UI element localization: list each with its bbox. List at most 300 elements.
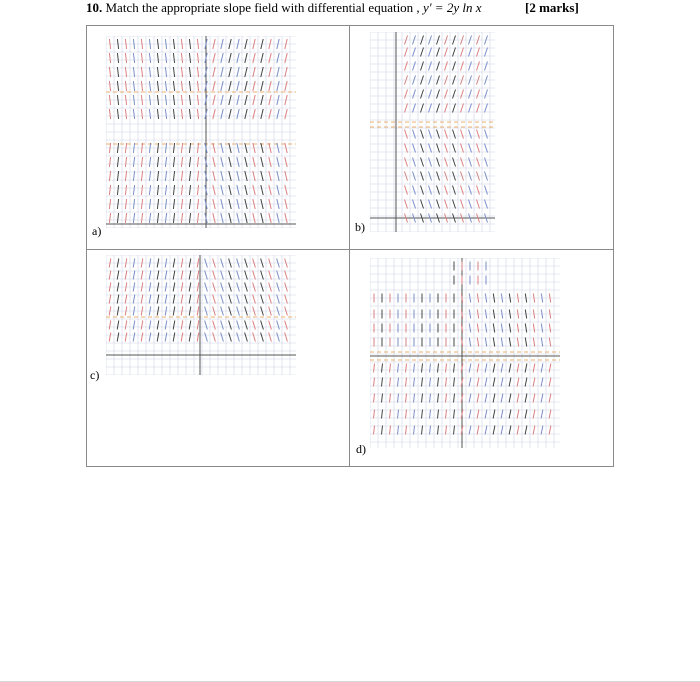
slope-segment xyxy=(157,333,159,342)
slope-segment xyxy=(149,53,150,63)
slope-segment xyxy=(533,410,535,419)
slope-segment xyxy=(430,426,431,435)
slope-segment xyxy=(229,171,231,181)
slope-segment xyxy=(261,295,264,304)
slope-segment xyxy=(189,109,190,119)
slope-segment xyxy=(549,426,551,435)
slope-segment xyxy=(189,199,190,209)
slope-segment xyxy=(237,295,240,304)
slope-segment xyxy=(398,410,399,419)
slope-segment xyxy=(414,410,415,419)
slope-segment xyxy=(245,157,247,167)
slope-segment xyxy=(133,199,134,209)
slope-segment xyxy=(157,199,158,209)
panel-label-d: d) xyxy=(356,442,366,456)
slope-segment xyxy=(493,364,495,373)
slope-segment xyxy=(229,185,231,195)
slope-segment xyxy=(285,157,287,167)
slope-segment xyxy=(453,158,456,167)
slope-segment xyxy=(525,378,527,387)
slope-segment xyxy=(149,321,151,330)
slope-segment xyxy=(414,394,415,403)
slope-segment xyxy=(437,158,440,167)
slope-segment xyxy=(541,378,543,387)
slope-segment xyxy=(485,394,487,403)
slope-segment xyxy=(141,333,143,342)
slope-segment xyxy=(406,364,407,373)
slope-segment xyxy=(181,185,182,195)
slope-segment xyxy=(149,213,150,223)
slope-segment xyxy=(133,109,134,119)
slope-segment xyxy=(405,186,408,195)
slope-segment xyxy=(525,394,527,403)
slope-segment xyxy=(269,109,271,119)
slope-segment xyxy=(405,144,408,153)
slope-segment xyxy=(469,144,472,153)
slope-segment xyxy=(421,90,424,99)
slope-segment xyxy=(197,67,198,77)
slope-segment xyxy=(237,213,239,223)
slope-segment xyxy=(221,157,223,167)
slope-segment xyxy=(469,364,471,373)
slope-segment xyxy=(421,48,424,57)
slope-segment xyxy=(277,321,280,330)
slope-segment xyxy=(454,426,455,435)
slope-segment xyxy=(501,394,503,403)
slope-segment xyxy=(269,333,272,342)
slope-segment xyxy=(141,109,142,119)
slope-segment xyxy=(197,157,198,167)
slope-segment xyxy=(549,364,551,373)
slope-segment xyxy=(285,67,287,77)
slope-segment xyxy=(237,53,239,63)
slope-segment xyxy=(541,310,542,319)
slope-segment xyxy=(109,67,110,77)
slope-segment xyxy=(269,271,272,280)
slope-segment xyxy=(469,130,472,139)
slope-segment xyxy=(469,338,470,347)
slope-segment xyxy=(493,294,494,303)
slope-segment xyxy=(125,81,126,91)
slope-segment xyxy=(413,90,416,99)
slope-segment xyxy=(157,53,158,63)
slope-segment xyxy=(109,95,110,105)
slope-segment xyxy=(533,310,534,319)
slope-segment xyxy=(485,338,486,347)
slope-segment xyxy=(413,158,416,167)
slope-segment xyxy=(181,143,182,153)
slope-segment xyxy=(517,410,519,419)
slope-segment xyxy=(413,48,416,57)
slope-segment xyxy=(461,144,464,153)
slope-segment xyxy=(477,200,480,209)
slope-segment xyxy=(173,143,174,153)
slope-segment xyxy=(285,333,288,342)
slope-segment xyxy=(117,53,118,63)
slope-segment xyxy=(437,62,440,71)
slope-segment xyxy=(525,410,527,419)
slope-segment xyxy=(117,213,118,223)
slope-segment xyxy=(501,324,502,333)
slope-segment xyxy=(406,410,407,419)
slope-segment xyxy=(197,171,198,181)
slope-segment xyxy=(485,104,488,113)
slope-segment xyxy=(165,39,166,49)
slope-segment xyxy=(429,104,432,113)
slope-segment xyxy=(453,48,456,57)
slope-segment xyxy=(221,271,224,280)
slope-segment xyxy=(109,109,110,119)
slope-segment xyxy=(477,324,478,333)
slope-segment xyxy=(501,378,503,387)
slope-segment xyxy=(141,295,143,304)
slope-segment xyxy=(181,213,182,223)
slope-segment xyxy=(253,185,255,195)
slope-segment xyxy=(237,333,240,342)
table-divider-vertical xyxy=(349,25,350,467)
slope-segment xyxy=(261,81,263,91)
slope-segment xyxy=(406,394,407,403)
slope-segment xyxy=(141,157,142,167)
question-marks: [2 marks] xyxy=(525,0,579,15)
slope-segment xyxy=(213,213,215,223)
slope-segment xyxy=(437,144,440,153)
slope-segment xyxy=(149,67,150,77)
slope-segment xyxy=(197,199,198,209)
slope-segment xyxy=(517,378,519,387)
slope-segment xyxy=(390,426,391,435)
slope-segment xyxy=(453,130,456,139)
slope-segment xyxy=(477,426,479,435)
slope-segment xyxy=(477,394,479,403)
slope-segment xyxy=(125,143,126,153)
slope-segment xyxy=(253,321,256,330)
slope-segment xyxy=(125,199,126,209)
slope-segment xyxy=(221,321,224,330)
slope-segment xyxy=(197,271,199,280)
slope-segment xyxy=(245,333,248,342)
slope-segment xyxy=(285,109,287,119)
slope-segment xyxy=(533,394,535,403)
slope-segment xyxy=(374,364,375,373)
slope-segment xyxy=(261,157,263,167)
slope-segment xyxy=(133,53,134,63)
slope-segment xyxy=(253,295,256,304)
slope-segment xyxy=(141,185,142,195)
slope-segment xyxy=(269,67,271,77)
slope-segment xyxy=(485,310,486,319)
slope-segment xyxy=(509,426,511,435)
slope-segment xyxy=(437,48,440,57)
slope-segment xyxy=(453,90,456,99)
slope-segment xyxy=(477,186,480,195)
slope-segment xyxy=(149,81,150,91)
slope-segment xyxy=(205,295,208,304)
slope-segment xyxy=(245,321,248,330)
slope-segment xyxy=(229,53,231,63)
slope-segment xyxy=(374,378,375,387)
slope-segment xyxy=(157,321,159,330)
slope-segment xyxy=(181,109,182,119)
slope-segment xyxy=(237,81,239,91)
slope-segment xyxy=(461,90,464,99)
slope-segment xyxy=(125,321,127,330)
slope-segment xyxy=(133,333,135,342)
slope-segment xyxy=(173,171,174,181)
slope-segment xyxy=(429,62,432,71)
slope-segment xyxy=(525,324,526,333)
slope-segment xyxy=(509,338,510,347)
slope-segment xyxy=(213,81,215,91)
slope-segment xyxy=(517,394,519,403)
slope-segment xyxy=(189,67,190,77)
question-number: 10. xyxy=(86,0,103,15)
slope-segment xyxy=(109,321,111,330)
slope-segment xyxy=(277,295,280,304)
slope-segment xyxy=(229,333,232,342)
slope-segment xyxy=(253,53,255,63)
slope-segment xyxy=(173,95,174,105)
slope-segment xyxy=(461,48,464,57)
slope-segment xyxy=(461,158,464,167)
slope-segment xyxy=(173,185,174,195)
slope-segment xyxy=(117,67,118,77)
slope-segment xyxy=(541,410,543,419)
slope-segment xyxy=(221,295,224,304)
slope-segment xyxy=(117,295,119,304)
slope-segment xyxy=(205,333,208,342)
slope-segment xyxy=(541,364,543,373)
slope-segment xyxy=(229,321,232,330)
slope-segment xyxy=(197,53,198,63)
slope-segment xyxy=(133,67,134,77)
slope-segment xyxy=(421,62,424,71)
slope-segment xyxy=(141,95,142,105)
slope-segment xyxy=(229,67,231,77)
slope-segment xyxy=(493,410,495,419)
slope-segment xyxy=(445,200,448,209)
slope-segment xyxy=(485,378,487,387)
slope-segment xyxy=(197,81,198,91)
slope-segment xyxy=(437,90,440,99)
slope-segment xyxy=(221,171,223,181)
slope-segment xyxy=(446,364,447,373)
slope-segment xyxy=(261,213,263,223)
slope-segment xyxy=(213,271,216,280)
slope-segment xyxy=(197,95,198,105)
slope-segment xyxy=(277,213,279,223)
slope-segment xyxy=(453,62,456,71)
slope-segment xyxy=(285,171,287,181)
slope-segment xyxy=(197,333,199,342)
slope-segment xyxy=(438,378,439,387)
slope-segment xyxy=(253,67,255,77)
slope-segment xyxy=(157,67,158,77)
slope-segment xyxy=(549,294,550,303)
slope-segment xyxy=(221,185,223,195)
slope-segment xyxy=(445,158,448,167)
slope-segment xyxy=(221,109,223,119)
slope-segment xyxy=(509,410,511,419)
slope-segment xyxy=(125,109,126,119)
slope-segment xyxy=(141,271,143,280)
slope-segment xyxy=(485,130,488,139)
slope-segment xyxy=(398,394,399,403)
slope-segment xyxy=(438,410,439,419)
slope-segment xyxy=(109,53,110,63)
slope-segment xyxy=(413,104,416,113)
slope-segment xyxy=(197,39,198,49)
slope-segment xyxy=(157,171,158,181)
slope-segment xyxy=(237,157,239,167)
slope-segment xyxy=(541,324,542,333)
slope-segment xyxy=(485,48,488,57)
slope-segment xyxy=(517,310,518,319)
slope-segment xyxy=(485,62,488,71)
panel-label-b: b) xyxy=(355,220,365,234)
slope-segment xyxy=(501,294,502,303)
slope-segment xyxy=(245,185,247,195)
slope-segment xyxy=(477,338,478,347)
slope-segment xyxy=(245,53,247,63)
slope-segment xyxy=(509,324,510,333)
slope-segment xyxy=(165,321,167,330)
slope-segment xyxy=(165,295,167,304)
slope-segment xyxy=(189,185,190,195)
slope-segment xyxy=(141,53,142,63)
slope-segment xyxy=(501,426,503,435)
slope-segment xyxy=(125,39,126,49)
panel-label-a: a) xyxy=(92,224,102,238)
slope-segment xyxy=(469,104,472,113)
slope-segment xyxy=(261,185,263,195)
slope-segment xyxy=(189,39,190,49)
slope-segment xyxy=(469,158,472,167)
slope-segment xyxy=(173,213,174,223)
slope-segment xyxy=(533,426,535,435)
slope-segment xyxy=(454,394,455,403)
slope-segment xyxy=(413,186,416,195)
slope-segment xyxy=(181,81,182,91)
slope-segment xyxy=(429,200,432,209)
slope-segment xyxy=(133,213,134,223)
slope-segment xyxy=(398,364,399,373)
slope-segment xyxy=(157,295,159,304)
slope-segment xyxy=(277,171,279,181)
slope-segment xyxy=(117,185,118,195)
slope-segment xyxy=(141,67,142,77)
slope-segment xyxy=(445,48,448,57)
slope-segment xyxy=(157,81,158,91)
slope-segment xyxy=(149,333,151,342)
slope-segment xyxy=(406,378,407,387)
slope-segment xyxy=(374,410,375,419)
slope-segment xyxy=(133,39,134,49)
slope-segment xyxy=(125,67,126,77)
slope-segment xyxy=(533,294,534,303)
slope-segment xyxy=(221,213,223,223)
slope-segment xyxy=(165,157,166,167)
slope-segment xyxy=(133,171,134,181)
slope-segment xyxy=(414,364,415,373)
slope-segment xyxy=(181,295,183,304)
slope-segment xyxy=(213,321,216,330)
slope-segment xyxy=(285,81,287,91)
slope-segment xyxy=(445,90,448,99)
slope-segment xyxy=(125,53,126,63)
slope-segment xyxy=(485,158,488,167)
slope-segment xyxy=(382,378,383,387)
slope-segment xyxy=(165,199,166,209)
slope-segment xyxy=(117,157,118,167)
slope-segment xyxy=(173,295,175,304)
slope-segment xyxy=(221,333,224,342)
slope-segment xyxy=(213,109,215,119)
slope-segment xyxy=(469,324,470,333)
slope-segment xyxy=(189,53,190,63)
slope-segment xyxy=(117,109,118,119)
slope-segment xyxy=(245,271,248,280)
slope-segment xyxy=(205,271,208,280)
slope-segment xyxy=(429,130,432,139)
slope-segment xyxy=(133,143,134,153)
slope-segment xyxy=(213,333,216,342)
slope-segment xyxy=(125,271,127,280)
slope-segment xyxy=(117,81,118,91)
slope-segment xyxy=(477,48,480,57)
slope-segment xyxy=(421,104,424,113)
slope-segment xyxy=(229,271,232,280)
slope-segment xyxy=(149,157,150,167)
slope-segment xyxy=(125,185,126,195)
question-prompt: Match the appropriate slope field with differential equation , xyxy=(105,0,420,15)
slope-segment xyxy=(285,53,287,63)
slope-segment xyxy=(517,338,518,347)
panel-label-c: c) xyxy=(90,368,100,382)
slope-segment xyxy=(189,213,190,223)
slope-segment xyxy=(390,364,391,373)
slope-segment xyxy=(437,130,440,139)
slope-segment xyxy=(109,295,111,304)
slope-segment xyxy=(237,185,239,195)
slope-segment xyxy=(213,295,216,304)
slope-segment xyxy=(477,158,480,167)
slope-segment xyxy=(125,157,126,167)
slope-segment xyxy=(422,394,423,403)
slope-segment xyxy=(213,185,215,195)
question-text xyxy=(86,0,481,16)
slope-segment xyxy=(141,213,142,223)
slope-segment xyxy=(549,410,551,419)
slope-segment xyxy=(382,394,383,403)
slope-segment xyxy=(229,109,231,119)
slope-segment xyxy=(125,213,126,223)
slope-segment xyxy=(413,144,416,153)
slope-segment xyxy=(237,67,239,77)
slope-segment xyxy=(405,200,408,209)
slope-segment xyxy=(382,426,383,435)
slope-segment xyxy=(285,213,287,223)
slope-segment xyxy=(517,364,519,373)
slope-segment xyxy=(485,324,486,333)
slope-segment xyxy=(469,310,470,319)
slope-segment xyxy=(125,95,126,105)
slope-segment xyxy=(405,48,408,57)
slope-segment xyxy=(197,213,198,223)
slope-segment xyxy=(269,157,271,167)
slope-segment xyxy=(173,271,175,280)
slope-segment xyxy=(437,186,440,195)
